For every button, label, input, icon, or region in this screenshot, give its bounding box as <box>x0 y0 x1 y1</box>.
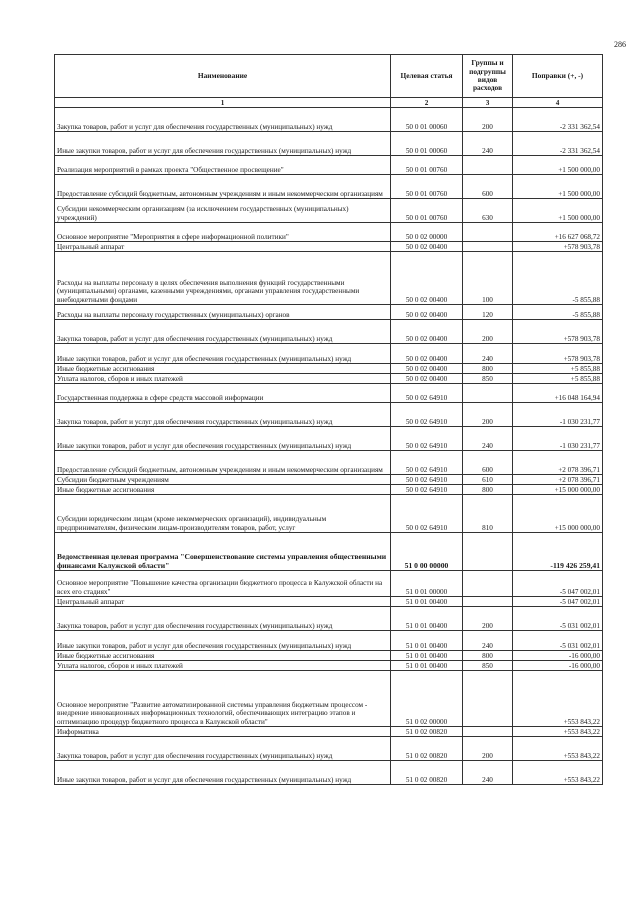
row-amendment: +15 000 000,00 <box>513 485 603 495</box>
row-amendment: -5 855,88 <box>513 252 603 305</box>
row-amendment: +15 000 000,00 <box>513 495 603 533</box>
table-row <box>55 199 603 223</box>
table-row <box>55 631 603 651</box>
row-target-code: 51 0 01 00400 <box>391 651 463 661</box>
table-row <box>55 344 603 364</box>
row-target-code: 50 0 02 00000 <box>391 223 463 242</box>
row-name: Субсидии юридическим лицам (кроме некоммерческих организаций), индивидуальным предпринимателям, физическим лицам-производителям товаров, работ, услуг <box>55 495 391 533</box>
row-target-code: 51 0 02 00820 <box>391 761 463 785</box>
table-row <box>55 223 603 242</box>
column-number: 3 <box>463 98 513 108</box>
table-row <box>55 403 603 427</box>
row-target-code: 50 0 02 00400 <box>391 242 463 252</box>
row-target-code: 50 0 02 00400 <box>391 344 463 364</box>
row-expense-group: 810 <box>463 495 513 533</box>
row-name: Центральный аппарат <box>55 242 391 252</box>
row-target-code: 51 0 01 00400 <box>391 597 463 607</box>
header-group: Группы и подгруппы видов расходов <box>463 55 513 98</box>
row-expense-group: 240 <box>463 132 513 156</box>
row-target-code: 50 0 02 64910 <box>391 475 463 485</box>
row-name: Иные бюджетные ассигнования <box>55 485 391 495</box>
row-target-code: 50 0 01 00760 <box>391 199 463 223</box>
table-body <box>55 108 603 785</box>
row-name: Основное мероприятие "Развитие автоматизированной системы управления бюджетным процессом - внедрение инновационных информационных технологий, обеспечивающих интеграцию этапов и оптимизацию процедур бюджетного процесса в Калужской области" <box>55 671 391 727</box>
row-target-code: 50 0 02 64910 <box>391 485 463 495</box>
row-amendment: -16 000,00 <box>513 661 603 671</box>
row-target-code: 51 0 01 00400 <box>391 631 463 651</box>
row-expense-group: 800 <box>463 651 513 661</box>
row-target-code: 51 0 01 00400 <box>391 661 463 671</box>
row-amendment: +553 843,22 <box>513 761 603 785</box>
row-name: Уплата налогов, сборов и иных платежей <box>55 374 391 384</box>
row-expense-group: 240 <box>463 761 513 785</box>
table-row <box>55 374 603 384</box>
table-row <box>55 597 603 607</box>
row-name: Субсидии некоммерческим организациям (за исключением государственных (муниципальных) учреждений) <box>55 199 391 223</box>
table-row <box>55 364 603 374</box>
table-row <box>55 495 603 533</box>
table-row <box>55 761 603 785</box>
table-row <box>55 475 603 485</box>
header-name: Наименование <box>55 55 391 98</box>
row-expense-group <box>463 533 513 571</box>
table-row <box>55 671 603 727</box>
row-expense-group: 200 <box>463 607 513 631</box>
row-target-code: 50 0 02 00400 <box>391 305 463 320</box>
row-name: Уплата налогов, сборов и иных платежей <box>55 661 391 671</box>
table-row <box>55 727 603 737</box>
row-expense-group: 100 <box>463 252 513 305</box>
row-name: Иные закупки товаров, работ и услуг для обеспечения государственных (муниципальных) нужд <box>55 427 391 451</box>
row-expense-group: 850 <box>463 661 513 671</box>
row-name: Предоставление субсидий бюджетным, автономным учреждениям и иным некоммерческим организациям <box>55 451 391 475</box>
row-amendment: -119 426 259,41 <box>513 533 603 571</box>
row-name: Ведомственная целевая программа "Совершенствование системы управления общественными финансами Калужской области" <box>55 533 391 571</box>
row-amendment: -16 000,00 <box>513 651 603 661</box>
row-amendment: +16 627 068,72 <box>513 223 603 242</box>
row-target-code: 50 0 01 00060 <box>391 108 463 132</box>
row-amendment: +553 843,22 <box>513 671 603 727</box>
row-amendment: +5 855,88 <box>513 374 603 384</box>
row-name: Субсидии бюджетным учреждениям <box>55 475 391 485</box>
row-name: Иные закупки товаров, работ и услуг для обеспечения государственных (муниципальных) нужд <box>55 344 391 364</box>
row-expense-group: 600 <box>463 175 513 199</box>
row-amendment: +578 903,78 <box>513 344 603 364</box>
row-name: Иные закупки товаров, работ и услуг для обеспечения государственных (муниципальных) нужд <box>55 761 391 785</box>
row-expense-group <box>463 156 513 175</box>
table-row <box>55 651 603 661</box>
row-name: Предоставление субсидий бюджетным, автономным учреждениям и иным некоммерческим организациям <box>55 175 391 199</box>
row-target-code: 51 0 01 00000 <box>391 571 463 597</box>
header-target: Целевая статья <box>391 55 463 98</box>
row-target-code: 50 0 02 00400 <box>391 374 463 384</box>
column-number: 1 <box>55 98 391 108</box>
table-row <box>55 252 603 305</box>
row-target-code: 50 0 02 64910 <box>391 495 463 533</box>
table-row <box>55 320 603 344</box>
row-expense-group <box>463 384 513 403</box>
header-amendments: Поправки (+, -) <box>513 55 603 98</box>
row-amendment: +1 500 000,00 <box>513 199 603 223</box>
row-amendment: +1 500 000,00 <box>513 156 603 175</box>
row-target-code: 51 0 02 00820 <box>391 737 463 761</box>
table-row <box>55 607 603 631</box>
row-name: Иные закупки товаров, работ и услуг для обеспечения государственных (муниципальных) нужд <box>55 132 391 156</box>
row-amendment: +578 903,78 <box>513 242 603 252</box>
row-target-code: 50 0 02 64910 <box>391 451 463 475</box>
row-expense-group <box>463 223 513 242</box>
row-expense-group: 630 <box>463 199 513 223</box>
row-name: Расходы на выплаты персоналу государственных (муниципальных) органов <box>55 305 391 320</box>
table-row <box>55 427 603 451</box>
row-name: Закупка товаров, работ и услуг для обеспечения государственных (муниципальных) нужд <box>55 320 391 344</box>
row-target-code: 50 0 02 00400 <box>391 320 463 344</box>
row-target-code: 50 0 01 00760 <box>391 156 463 175</box>
page-number: 286 <box>614 40 626 49</box>
row-target-code: 50 0 01 00060 <box>391 132 463 156</box>
row-amendment: -2 331 362,54 <box>513 132 603 156</box>
row-name: Закупка товаров, работ и услуг для обеспечения государственных (муниципальных) нужд <box>55 737 391 761</box>
row-amendment: -1 030 231,77 <box>513 403 603 427</box>
row-name: Расходы на выплаты персоналу в целях обеспечения выполнения функций государственными (муниципальными) органами, казенными учреждениями, органами управления государственными внебюджетными фондами <box>55 252 391 305</box>
row-expense-group <box>463 671 513 727</box>
header-row <box>55 55 603 98</box>
row-expense-group: 200 <box>463 108 513 132</box>
row-expense-group: 800 <box>463 485 513 495</box>
table-row <box>55 108 603 132</box>
row-name: Закупка товаров, работ и услуг для обеспечения государственных (муниципальных) нужд <box>55 403 391 427</box>
table-row <box>55 242 603 252</box>
row-expense-group <box>463 597 513 607</box>
row-amendment: +5 855,88 <box>513 364 603 374</box>
row-name: Закупка товаров, работ и услуг для обеспечения государственных (муниципальных) нужд <box>55 108 391 132</box>
row-name: Центральный аппарат <box>55 597 391 607</box>
row-expense-group: 610 <box>463 475 513 485</box>
row-expense-group: 200 <box>463 737 513 761</box>
row-amendment: +2 078 396,71 <box>513 475 603 485</box>
row-name: Государственная поддержка в сфере средств массовой информации <box>55 384 391 403</box>
row-amendment: -5 855,88 <box>513 305 603 320</box>
row-name: Реализация мероприятий в рамках проекта "Общественное просвещение" <box>55 156 391 175</box>
row-target-code: 50 0 01 00760 <box>391 175 463 199</box>
row-amendment: -5 047 002,01 <box>513 597 603 607</box>
column-number-row <box>55 98 603 108</box>
row-target-code: 51 0 02 00000 <box>391 671 463 727</box>
row-amendment: +578 903,78 <box>513 320 603 344</box>
row-expense-group: 800 <box>463 364 513 374</box>
row-expense-group: 200 <box>463 320 513 344</box>
row-expense-group <box>463 242 513 252</box>
row-amendment: +16 048 164,94 <box>513 384 603 403</box>
row-target-code: 50 0 02 64910 <box>391 427 463 451</box>
row-expense-group <box>463 727 513 737</box>
table-row <box>55 451 603 475</box>
row-amendment: -5 047 002,01 <box>513 571 603 597</box>
row-amendment: +553 843,22 <box>513 727 603 737</box>
row-target-code: 50 0 02 64910 <box>391 403 463 427</box>
table-row <box>55 571 603 597</box>
row-target-code: 51 0 00 00000 <box>391 533 463 571</box>
row-expense-group: 120 <box>463 305 513 320</box>
row-name: Закупка товаров, работ и услуг для обеспечения государственных (муниципальных) нужд <box>55 607 391 631</box>
table-row <box>55 305 603 320</box>
row-name: Основное мероприятие "Мероприятия в сфере информационной политики" <box>55 223 391 242</box>
table-row <box>55 533 603 571</box>
row-amendment: -5 031 002,01 <box>513 607 603 631</box>
column-number: 4 <box>513 98 603 108</box>
row-expense-group: 240 <box>463 344 513 364</box>
row-target-code: 50 0 02 00400 <box>391 252 463 305</box>
row-target-code: 50 0 02 64910 <box>391 384 463 403</box>
row-amendment: +2 078 396,71 <box>513 451 603 475</box>
row-amendment: -5 031 002,01 <box>513 631 603 651</box>
table-row <box>55 384 603 403</box>
row-name: Основное мероприятие "Повышение качества организации бюджетного процесса в Калужской области на всех его стадиях" <box>55 571 391 597</box>
column-number: 2 <box>391 98 463 108</box>
row-target-code: 51 0 01 00400 <box>391 607 463 631</box>
budget-amendments-table <box>54 54 603 785</box>
row-expense-group: 200 <box>463 403 513 427</box>
row-amendment: +553 843,22 <box>513 737 603 761</box>
row-expense-group: 850 <box>463 374 513 384</box>
row-expense-group <box>463 571 513 597</box>
row-expense-group: 600 <box>463 451 513 475</box>
row-target-code: 50 0 02 00400 <box>391 364 463 374</box>
table-row <box>55 175 603 199</box>
table-row <box>55 485 603 495</box>
row-amendment: +1 500 000,00 <box>513 175 603 199</box>
table-row <box>55 737 603 761</box>
row-amendment: -2 331 362,54 <box>513 108 603 132</box>
table-row <box>55 156 603 175</box>
row-expense-group: 240 <box>463 427 513 451</box>
row-name: Иные бюджетные ассигнования <box>55 364 391 374</box>
row-expense-group: 240 <box>463 631 513 651</box>
row-amendment: -1 030 231,77 <box>513 427 603 451</box>
row-target-code: 51 0 02 00820 <box>391 727 463 737</box>
row-name: Иные закупки товаров, работ и услуг для обеспечения государственных (муниципальных) нужд <box>55 631 391 651</box>
row-name: Иные бюджетные ассигнования <box>55 651 391 661</box>
table-row <box>55 132 603 156</box>
row-name: Информатика <box>55 727 391 737</box>
table-row <box>55 661 603 671</box>
